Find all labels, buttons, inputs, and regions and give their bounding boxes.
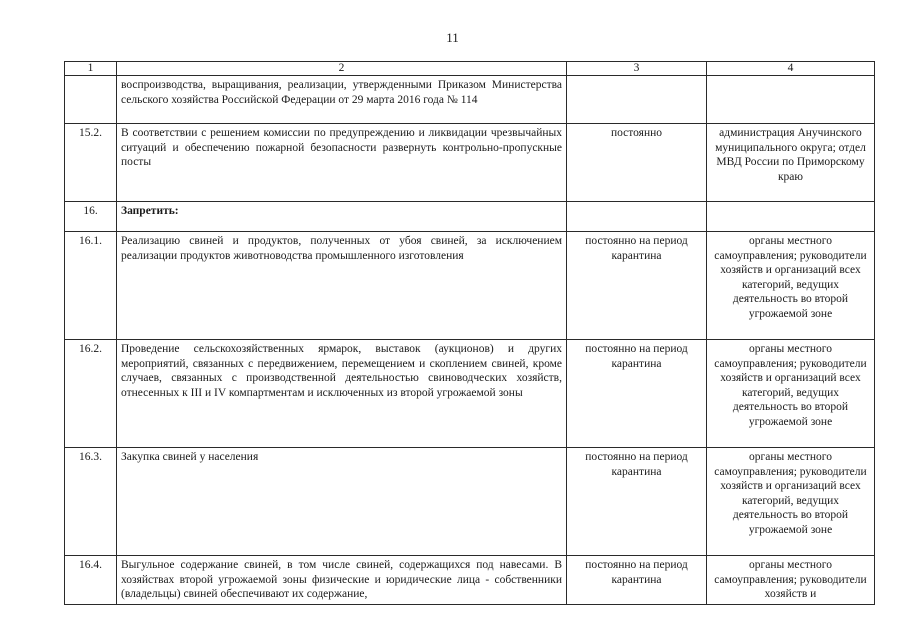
- measures-table: [64, 61, 875, 605]
- row-responsible: органы местного самоуправления; руководители хозяйств и: [707, 556, 875, 605]
- row-text: Проведение сельскохозяйственных ярмарок, выставок (аукционов) и других мероприятий, связанных с передвижением, перемещением и скоплением свиней, кроме случаев, связанных с производственной деятельностью свиноводческих хозяйств, отнесенных к III и IV компартментам и исключенных из второй угрожаемой зоны: [117, 340, 567, 448]
- table-row: [65, 232, 875, 340]
- row-deadline: постоянно: [567, 124, 707, 202]
- row-deadline: постоянно на период карантина: [567, 556, 707, 605]
- header-cell: 4: [707, 62, 875, 76]
- row-deadline: постоянно на период карантина: [567, 232, 707, 340]
- row-number: [65, 76, 117, 124]
- table-row: [65, 556, 875, 605]
- table-row: [65, 124, 875, 202]
- row-responsible: органы местного самоуправления; руководители хозяйств и организаций всех категорий, ведущих деятельность во второй угрожаемой зоне: [707, 448, 875, 556]
- table-row: [65, 76, 875, 124]
- row-number: 16.1.: [65, 232, 117, 340]
- row-number: 15.2.: [65, 124, 117, 202]
- row-responsible: органы местного самоуправления; руководители хозяйств и организаций всех категорий, ведущих деятельность во второй угрожаемой зоне: [707, 232, 875, 340]
- table-header-row: [65, 62, 875, 76]
- row-deadline: постоянно на период карантина: [567, 340, 707, 448]
- row-responsible: [707, 76, 875, 124]
- table-row: [65, 340, 875, 448]
- row-number: 16.2.: [65, 340, 117, 448]
- table-row: [65, 202, 875, 232]
- row-responsible: органы местного самоуправления; руководители хозяйств и организаций всех категорий, ведущих деятельность во второй угрожаемой зоне: [707, 340, 875, 448]
- row-text: Закупка свиней у населения: [117, 448, 567, 556]
- row-responsible: администрация Анучинского муниципального округа; отдел МВД России по Приморскому краю: [707, 124, 875, 202]
- row-text: В соответствии с решением комиссии по предупреждению и ликвидации чрезвычайных ситуаций и обеспечению пожарной безопасности развернуть контрольно-пропускные посты: [117, 124, 567, 202]
- row-text: воспроизводства, выращивания, реализации, утвержденными Приказом Министерства сельского хозяйства Российской Федерации от 29 марта 2016 года № 114: [117, 76, 567, 124]
- header-cell: 3: [567, 62, 707, 76]
- row-deadline: постоянно на период карантина: [567, 448, 707, 556]
- row-number: 16.3.: [65, 448, 117, 556]
- row-deadline: [567, 76, 707, 124]
- page-number: 11: [446, 30, 459, 45]
- row-number: 16.: [65, 202, 117, 232]
- header-cell: 2: [117, 62, 567, 76]
- row-number: 16.4.: [65, 556, 117, 605]
- row-text: Выгульное содержание свиней, в том числе свиней, содержащихся под навесами. В хозяйствах второй угрожаемой зоны физические и юридические лица - собственники (владельцы) свиней обеспечивают их содержание,: [117, 556, 567, 605]
- table-row: [65, 448, 875, 556]
- row-text: Запретить:: [117, 202, 567, 232]
- row-responsible: [707, 202, 875, 232]
- row-deadline: [567, 202, 707, 232]
- header-cell: 1: [65, 62, 117, 76]
- row-text: Реализацию свиней и продуктов, полученных от убоя свиней, за исключением реализации продуктов животноводства промышленного изготовления: [117, 232, 567, 340]
